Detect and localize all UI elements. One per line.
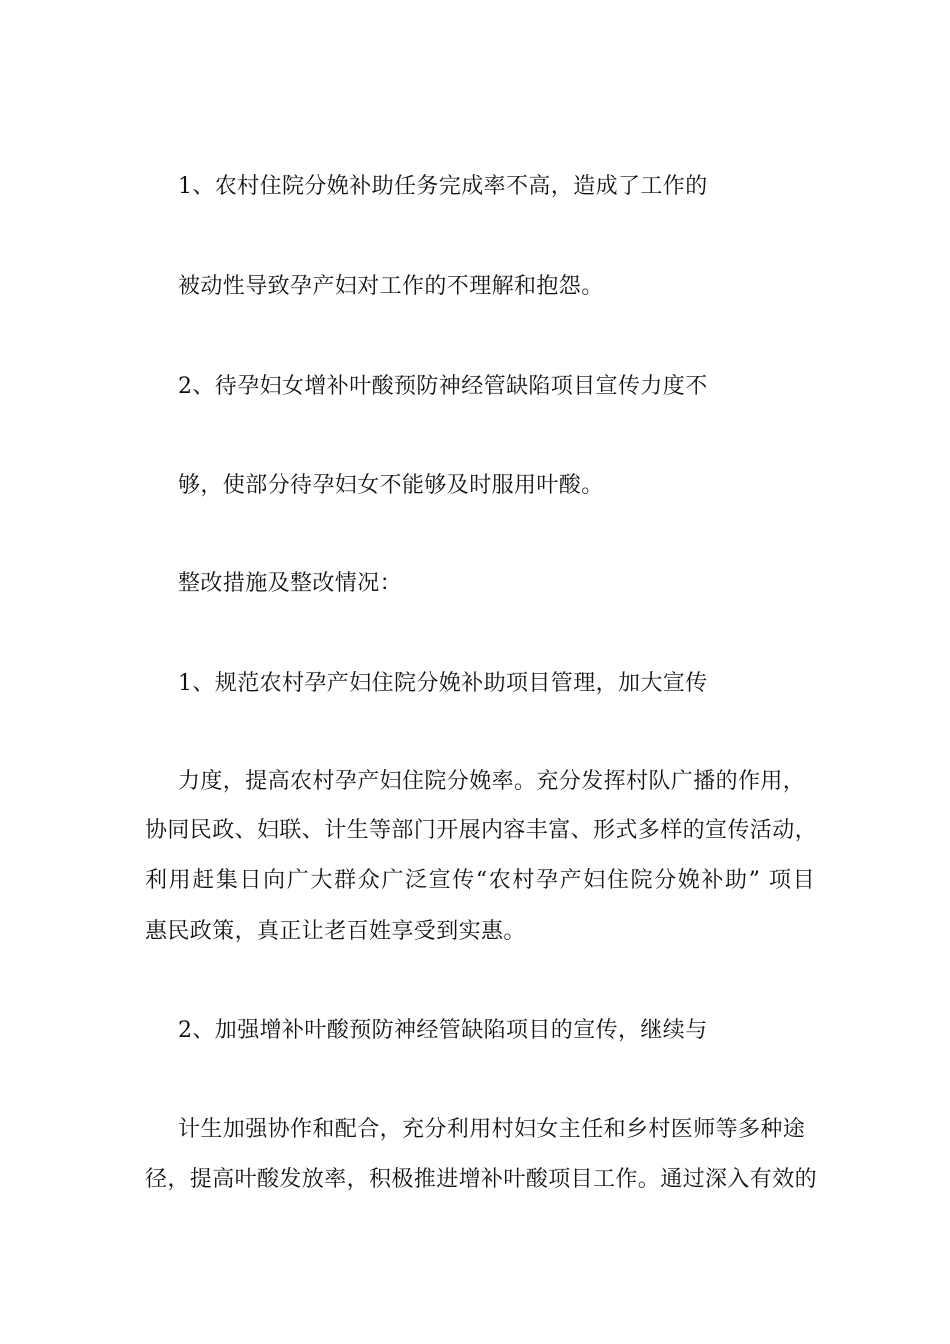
paragraph-line: 力度，提高农村孕产妇住院分娩率。充分发挥村队广播的作用， <box>178 769 806 794</box>
paragraph-line: 2、待孕妇女增补叶酸预防神经管缺陷项目宣传力度不 <box>178 374 708 399</box>
paragraph-line: 1、规范农村孕产妇住院分娩补助项目管理，加大宣传 <box>178 671 708 696</box>
section-heading: 整改措施及整改情况： <box>178 571 403 596</box>
paragraph-line: 利用赶集日向广大群众广泛宣传“农村孕产妇住院分娩补助” 项目 <box>145 868 815 893</box>
paragraph-line: 被动性导致孕产妇对工作的不理解和抱怨。 <box>178 274 604 299</box>
paragraph-line: 惠民政策，真正让老百姓享受到实惠。 <box>145 919 526 944</box>
paragraph-line: 够，使部分待孕妇女不能够及时服用叶酸。 <box>178 473 604 498</box>
paragraph-line: 协同民政、妇联、计生等部门开展内容丰富、形式多样的宣传活动， <box>145 818 818 843</box>
paragraph-line: 计生加强协作和配合，充分利用村妇女主任和乡村医师等多种途 <box>178 1117 806 1142</box>
paragraph-line: 径，提高叶酸发放率，积极推进增补叶酸项目工作。通过深入有效的 <box>145 1167 818 1192</box>
paragraph-line: 2、加强增补叶酸预防神经管缺陷项目的宣传，继续与 <box>178 1018 708 1043</box>
paragraph-line: 1、农村住院分娩补助任务完成率不高，造成了工作的 <box>178 174 708 199</box>
